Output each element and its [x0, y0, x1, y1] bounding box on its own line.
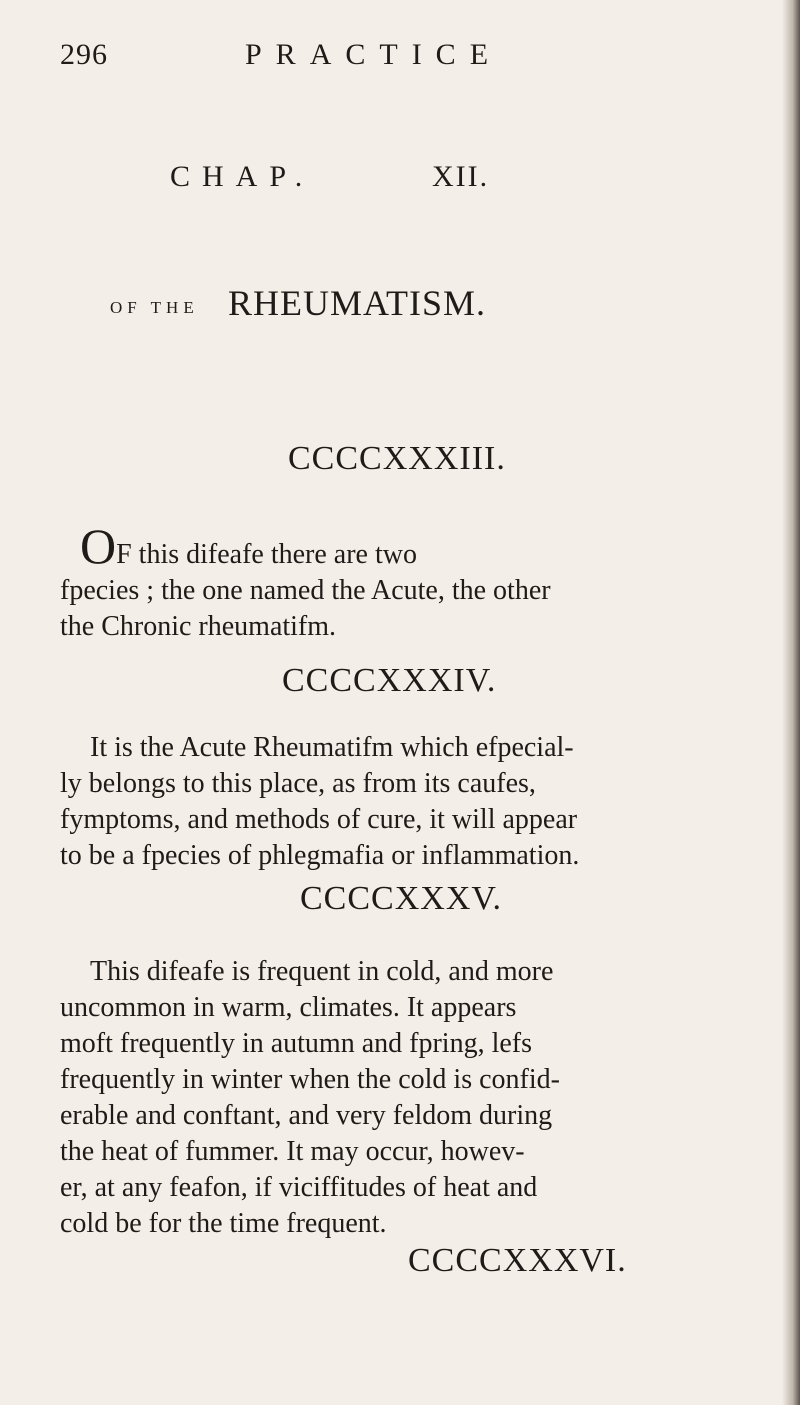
text-line: moft frequently in autumn and fpring, lefs: [60, 1028, 532, 1059]
section-heading: CCCCXXXIII.: [288, 440, 506, 477]
text-line: uncommon in warm, climates. It appears: [60, 992, 517, 1023]
section-heading: CCCCXXXIV.: [282, 662, 497, 699]
page-number: 296: [60, 38, 108, 71]
text-line: the heat of fummer. It may occur, howev-: [60, 1136, 525, 1167]
paragraph: [60, 954, 750, 1242]
subtitle-main: RHEUMATISM.: [228, 283, 487, 323]
chapter-label: CHAP.: [170, 160, 315, 193]
text-line: fpecies ; the one named the Acute, the other: [60, 575, 551, 606]
drop-cap: O: [80, 518, 117, 574]
section-heading: CCCCXXXV.: [300, 880, 503, 917]
paragraph: [60, 518, 750, 645]
chapter-subtitle: [110, 282, 670, 332]
chapter-number: XII.: [432, 160, 490, 193]
text-line: the Chronic rheumatifm.: [60, 611, 337, 642]
running-head: [60, 38, 620, 78]
text-line: to be a fpecies of phlegmafia or inflammation.: [60, 840, 580, 871]
text-line: erable and conftant, and very feldom during: [60, 1100, 553, 1131]
text-line: fymptoms, and methods of cure, it will appear: [60, 804, 578, 835]
running-title: PRACTICE: [245, 38, 503, 71]
text-line: frequently in winter when the cold is confid-: [60, 1064, 560, 1095]
text-line: ly belongs to this place, as from its caufes,: [60, 768, 536, 799]
subtitle-prefix: OF THE: [110, 298, 199, 317]
text-line: OF this difeafe there are two: [80, 518, 417, 574]
chapter-heading: [170, 160, 570, 200]
text-line: cold be for the time frequent.: [60, 1208, 387, 1239]
section-heading: CCCCXXXVI.: [408, 1242, 627, 1279]
text-line: It is the Acute Rheumatifm which efpecial-: [90, 732, 574, 763]
text-line: This difeafe is frequent in cold, and more: [90, 956, 554, 987]
paragraph: [60, 730, 750, 874]
text-line: er, at any feafon, if viciffitudes of heat and: [60, 1172, 538, 1203]
page-edge-shadow: [782, 0, 800, 1405]
